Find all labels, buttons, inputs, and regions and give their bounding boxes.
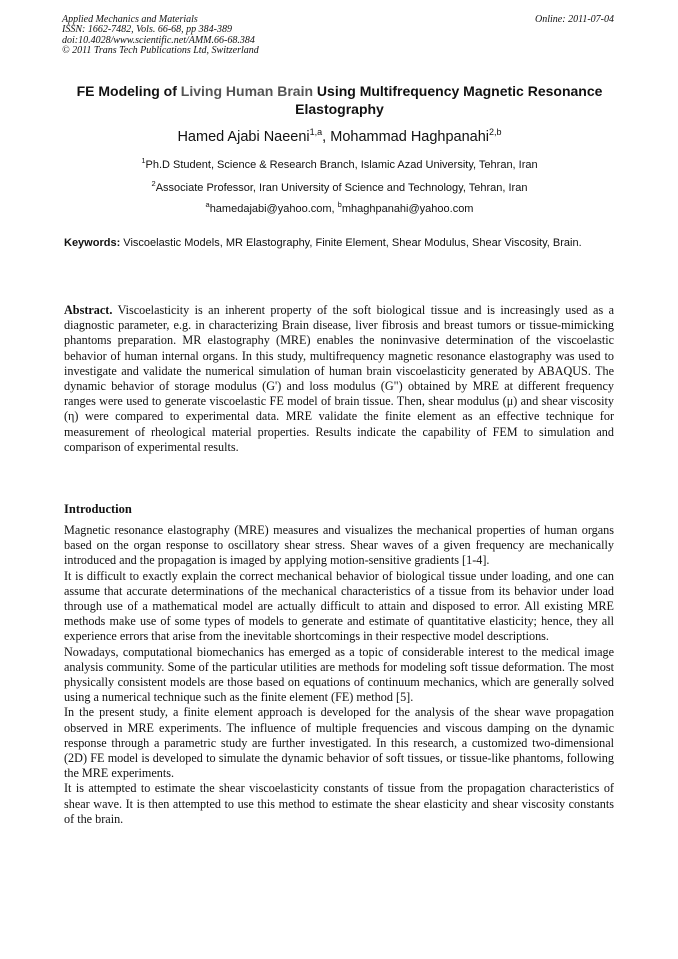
abstract-paragraph: [64, 303, 614, 455]
abstract-text: Viscoelasticity is an inherent property of the soft biological tissue and is increasingly used as a diagnostic parameter, e.g. in characterizing Brain disease, liver fibrosis and breast tumors or tissue-mimicking phantoms preparation. MR elastography (MRE) enables the noninvasive determination of the viscoelastic behavior of human internal organs. In this study, multifrequency magnetic resonance elastography was used to investigate and validate the numerical simulation of human brain viscoelasticity generated by ABAQUS. The dynamic behavior of storage modulus (G') and loss modulus (G") obtained by MRE at different frequency ranges were used to generate viscoelastic FE model of brain tissue. Then, shear modulus (μ) and shear viscosity (η) were compared to experimental data. MRE validate the finite element as an effective technique for measurement of rheological material properties. Results indicate the capability of FEM to simulation and comparison of experimental results.: [64, 303, 614, 454]
keywords-label: Keywords:: [64, 237, 121, 249]
intro-paragraph-3: Nowadays, computational biomechanics has emerged as a topic of considerable interest to the medical image analysis community. Some of the particular utilities are methods for modeling soft tissue deformation. The most physically consistent models are those based on equations of continuum mechanics, which are generally solved using a numerical technique such as the finite element (FE) method [5].: [64, 644, 614, 705]
title-part-3: Using Multifrequency Magnetic Resonance Elastography: [295, 83, 603, 117]
abstract-label: Abstract.: [64, 303, 113, 317]
author-1-marks: 1,a: [309, 127, 323, 137]
affiliation-1-mark: 1: [141, 156, 146, 165]
keywords-paragraph: [64, 235, 614, 251]
journal-header: [62, 15, 614, 56]
affiliation-2: [62, 181, 617, 195]
author-2-marks: 2,b: [489, 127, 502, 137]
issn-line: ISSN: 1662-7482, Vols. 66-68, pp 384-389: [62, 24, 232, 36]
email-b-mark: b: [337, 200, 342, 209]
email-a-mark: a: [205, 200, 210, 209]
keywords-text: Viscoelastic Models, MR Elastography, Finite Element, Shear Modulus, Shear Viscosity, Brain.: [120, 237, 582, 249]
intro-paragraph-1: Magnetic resonance elastography (MRE) measures and visualizes the mechanical properties of human organs based on the organ response to oscillatory shear stress. Shear waves of a given frequency are mechanically introduced and the propagation is imaged by applying motion-sensitive gradients [1-4].: [64, 523, 614, 568]
author-separator: ,: [322, 129, 331, 145]
author-list: [62, 127, 617, 147]
intro-paragraph-5: It is attempted to estimate the shear viscoelasticity constants of tissue from the propagation characteristics of shear wave. It is then attempted to use this method to estimate the shear elasticity and shear viscosity constants of the brain.: [64, 781, 614, 826]
online-date: Online: 2011-07-04: [535, 14, 614, 25]
paper-title: [62, 82, 617, 118]
introduction-heading: Introduction: [64, 502, 132, 516]
affiliation-2-text: Associate Professor, Iran University of Science and Technology, Tehran, Iran: [155, 182, 528, 194]
journal-name: Applied Mechanics and Materials: [62, 14, 198, 25]
affiliation-1: [62, 158, 617, 172]
author-emails: [62, 202, 617, 216]
title-part-1: FE Modeling of: [76, 83, 181, 99]
email-a: hamedajabi@yahoo.com,: [209, 203, 338, 215]
title-part-2: Living Human Brain: [180, 83, 314, 99]
affiliation-1-text: Ph.D Student, Science & Research Branch, Islamic Azad University, Tehran, Iran: [145, 159, 538, 171]
copyright-line: © 2011 Trans Tech Publications Ltd, Switzerland: [62, 44, 259, 56]
author-1-name: Hamed Ajabi Naeeni: [177, 129, 310, 145]
introduction-body: [64, 523, 614, 827]
email-b: mhaghpanahi@yahoo.com: [341, 203, 474, 215]
affiliation-2-mark: 2: [151, 179, 156, 188]
intro-paragraph-4: In the present study, a finite element approach is developed for the analysis of the shear wave propagation observed in MRE experiments. The influence of multiple frequencies and viscous damping on the dynamic response through a parametric study are further investigated. In this research, a customized two-dimensional (2D) FE model is developed to simulate the dynamic behavior of soft tissues, or tissue-like phantoms, following the MRE experiments.: [64, 705, 614, 781]
doi-line: doi:10.4028/www.scientific.net/AMM.66-68.384: [62, 34, 255, 46]
author-2-name: Mohammad Haghpanahi: [330, 129, 490, 145]
intro-paragraph-2: It is difficult to exactly explain the correct mechanical behavior of biological tissue under loading, and one can assume that accurate determinations of the mechanical characteristics of a tissue from its behavior under load through use of a mathematical model are actually difficult to attain and disposed to error. All existing MRE methods make use of some types of models to generate and estimate of quantitative elasticity; hence, they all experience errors that arise from the inevitable shortcomings in their respective model descriptions.: [64, 568, 614, 644]
